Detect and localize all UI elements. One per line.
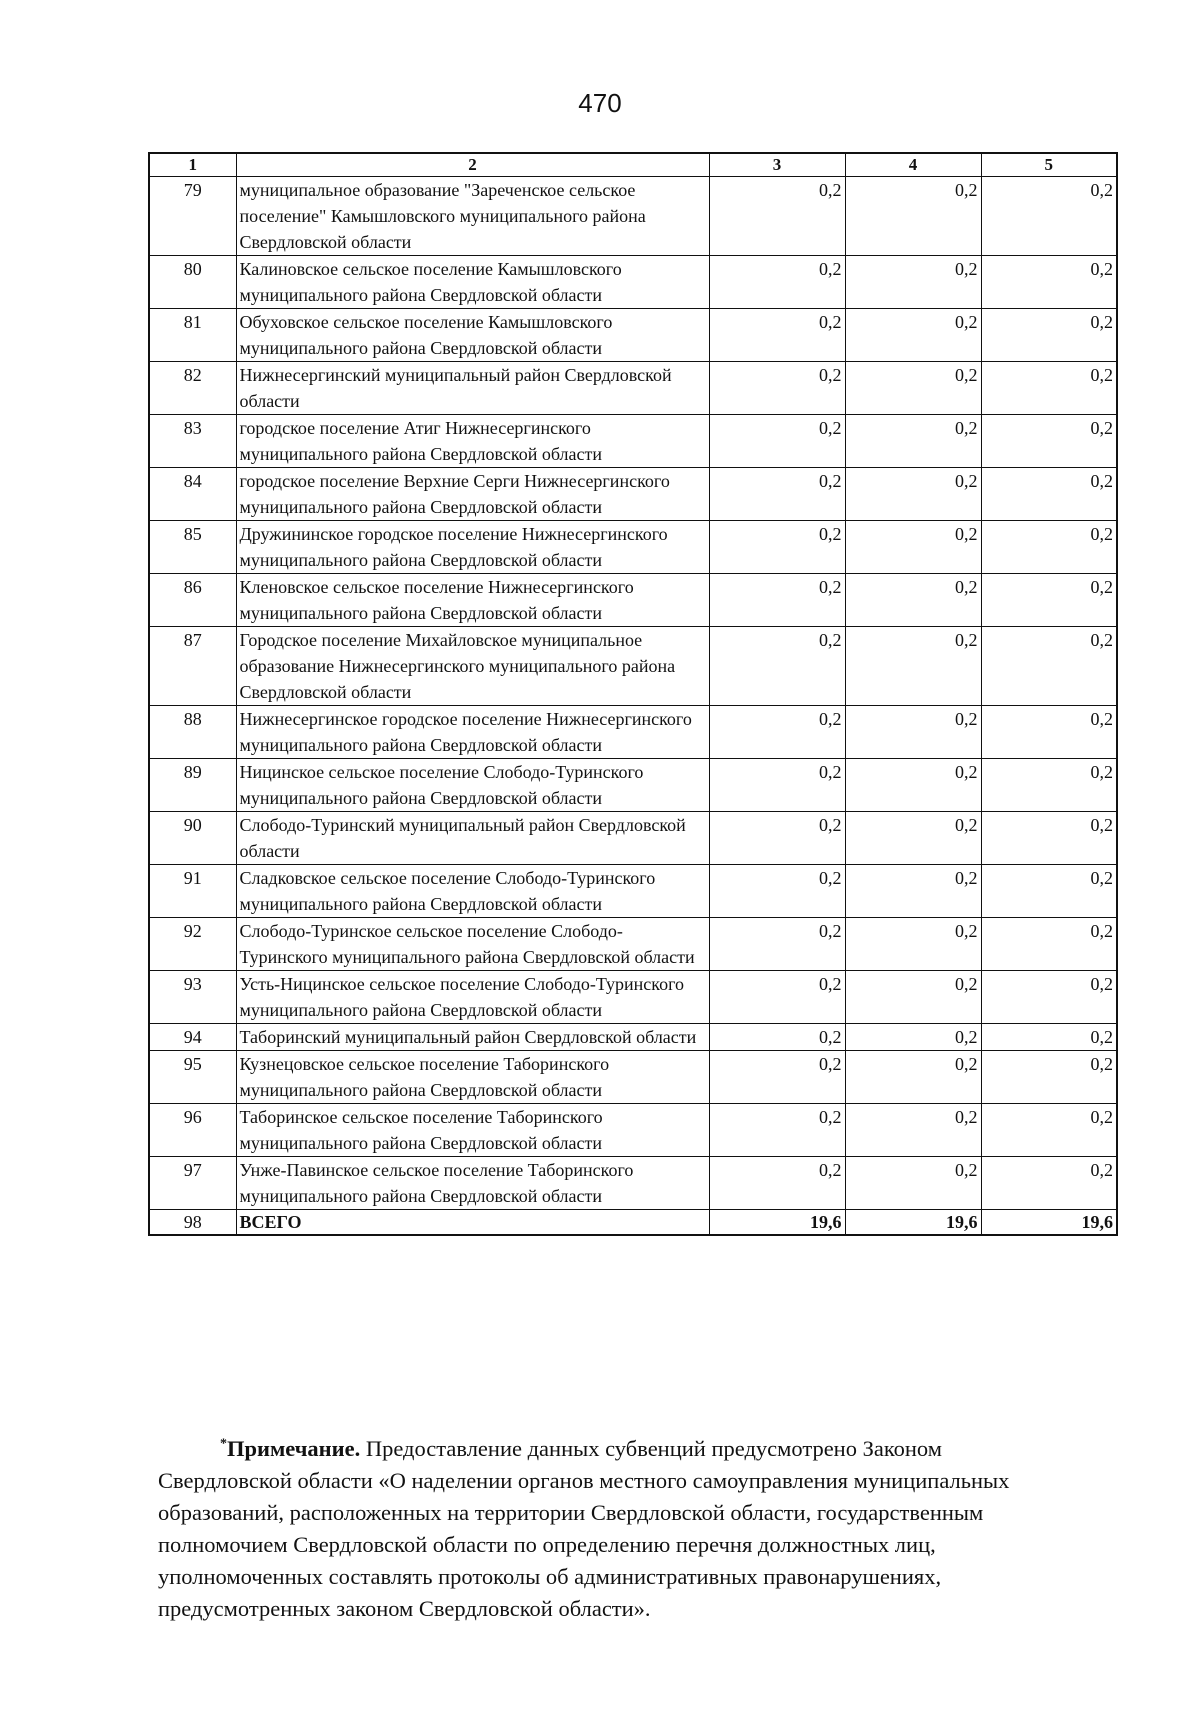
table-row <box>149 574 1117 627</box>
row-value-col5: 0,2 <box>981 574 1117 627</box>
table-row <box>149 1157 1117 1210</box>
row-number: 96 <box>149 1104 236 1157</box>
row-value-col4: 0,2 <box>845 362 981 415</box>
row-value-col4: 0,2 <box>845 865 981 918</box>
row-value-col5: 0,2 <box>981 256 1117 309</box>
row-value-col4: 0,2 <box>845 309 981 362</box>
row-value-col4: 0,2 <box>845 1051 981 1104</box>
row-municipality-name: Обуховское сельское поселение Камышловского муниципального района Свердловской области <box>236 309 709 362</box>
table-header-row <box>149 153 1117 177</box>
row-value-col3: 0,2 <box>709 521 845 574</box>
footnote-asterisk: * <box>220 1436 227 1452</box>
column-header-2: 2 <box>236 153 709 177</box>
row-municipality-name: Нижнесергинский муниципальный район Свердловской области <box>236 362 709 415</box>
row-number: 81 <box>149 309 236 362</box>
total-row-label: ВСЕГО <box>236 1210 709 1236</box>
row-municipality-name: Таборинское сельское поселение Таборинского муниципального района Свердловской области <box>236 1104 709 1157</box>
table-row <box>149 521 1117 574</box>
row-number: 83 <box>149 415 236 468</box>
row-number: 82 <box>149 362 236 415</box>
footnote-text-first: Предоставление данных субвенций предусмотрено Законом <box>360 1436 942 1461</box>
page-number: 470 <box>578 88 622 118</box>
row-number: 79 <box>149 177 236 256</box>
row-value-col5: 0,2 <box>981 1051 1117 1104</box>
row-value-col4: 0,2 <box>845 256 981 309</box>
row-value-col4: 0,2 <box>845 1157 981 1210</box>
row-municipality-name: Сладковское сельское поселение Слободо-Туринского муниципального района Свердловской области <box>236 865 709 918</box>
row-value-col4: 0,2 <box>845 1104 981 1157</box>
row-value-col3: 0,2 <box>709 309 845 362</box>
row-value-col3: 0,2 <box>709 918 845 971</box>
table-row <box>149 177 1117 256</box>
row-number: 95 <box>149 1051 236 1104</box>
row-value-col3: 0,2 <box>709 362 845 415</box>
table-row <box>149 309 1117 362</box>
column-header-3: 3 <box>709 153 845 177</box>
row-municipality-name: Калиновское сельское поселение Камышловского муниципального района Свердловской области <box>236 256 709 309</box>
row-value-col5: 0,2 <box>981 177 1117 256</box>
row-value-col4: 0,2 <box>845 468 981 521</box>
column-header-1: 1 <box>149 153 236 177</box>
table-row <box>149 1104 1117 1157</box>
row-municipality-name: Кузнецовское сельское поселение Таборинского муниципального района Свердловской области <box>236 1051 709 1104</box>
row-municipality-name: Городское поселение Михайловское муниципальное образование Нижнесергинского муниципального района Свердловской области <box>236 627 709 706</box>
row-value-col4: 0,2 <box>845 812 981 865</box>
row-value-col5: 0,2 <box>981 1157 1117 1210</box>
row-number: 86 <box>149 574 236 627</box>
row-value-col3: 0,2 <box>709 759 845 812</box>
row-value-col5: 0,2 <box>981 1104 1117 1157</box>
row-value-col3: 0,2 <box>709 1024 845 1051</box>
table-row <box>149 812 1117 865</box>
row-number: 89 <box>149 759 236 812</box>
row-value-col4: 0,2 <box>845 521 981 574</box>
column-header-5: 5 <box>981 153 1117 177</box>
row-value-col5: 0,2 <box>981 362 1117 415</box>
row-value-col3: 0,2 <box>709 971 845 1024</box>
row-value-col4: 0,2 <box>845 177 981 256</box>
row-number: 97 <box>149 1157 236 1210</box>
row-value-col5: 0,2 <box>981 309 1117 362</box>
table-row <box>149 627 1117 706</box>
total-row <box>149 1210 1117 1236</box>
row-municipality-name: Ницинское сельское поселение Слободо-Туринского муниципального района Свердловской области <box>236 759 709 812</box>
row-municipality-name: Усть-Ницинское сельское поселение Слободо-Туринского муниципального района Свердловской области <box>236 971 709 1024</box>
table-row <box>149 256 1117 309</box>
row-municipality-name: городское поселение Атиг Нижнесергинского муниципального района Свердловской области <box>236 415 709 468</box>
row-municipality-name: Унже-Павинское сельское поселение Таборинского муниципального района Свердловской области <box>236 1157 709 1210</box>
table-row <box>149 706 1117 759</box>
row-value-col3: 0,2 <box>709 574 845 627</box>
row-value-col5: 0,2 <box>981 865 1117 918</box>
row-number: 94 <box>149 1024 236 1051</box>
row-value-col3: 0,2 <box>709 415 845 468</box>
row-value-col3: 0,2 <box>709 1104 845 1157</box>
row-municipality-name: Дружининское городское поселение Нижнесергинского муниципального района Свердловской области <box>236 521 709 574</box>
row-value-col4: 0,2 <box>845 574 981 627</box>
row-value-col3: 0,2 <box>709 812 845 865</box>
total-value-col3: 19,6 <box>709 1210 845 1236</box>
row-value-col5: 0,2 <box>981 759 1117 812</box>
subvention-table <box>148 152 1118 1236</box>
footnote <box>158 1433 1078 1625</box>
row-value-col3: 0,2 <box>709 865 845 918</box>
row-value-col3: 0,2 <box>709 177 845 256</box>
total-value-col4: 19,6 <box>845 1210 981 1236</box>
row-municipality-name: городское поселение Верхние Серги Нижнесергинского муниципального района Свердловской области <box>236 468 709 521</box>
row-value-col4: 0,2 <box>845 627 981 706</box>
footnote-label: Примечание. <box>227 1436 361 1461</box>
row-number: 90 <box>149 812 236 865</box>
table-row <box>149 759 1117 812</box>
row-value-col4: 0,2 <box>845 1024 981 1051</box>
row-number: 92 <box>149 918 236 971</box>
row-number: 93 <box>149 971 236 1024</box>
table-row <box>149 1051 1117 1104</box>
row-value-col4: 0,2 <box>845 971 981 1024</box>
footnote-first-line <box>158 1433 1078 1465</box>
row-value-col5: 0,2 <box>981 706 1117 759</box>
row-value-col5: 0,2 <box>981 521 1117 574</box>
row-value-col3: 0,2 <box>709 1157 845 1210</box>
row-municipality-name: муниципальное образование "Зареченское сельское поселение" Камышловского муниципального района Свердловской области <box>236 177 709 256</box>
table-row <box>149 415 1117 468</box>
total-row-number: 98 <box>149 1210 236 1236</box>
total-value-col5: 19,6 <box>981 1210 1117 1236</box>
row-value-col5: 0,2 <box>981 1024 1117 1051</box>
row-municipality-name: Таборинский муниципальный район Свердловской области <box>236 1024 709 1051</box>
row-value-col3: 0,2 <box>709 627 845 706</box>
table-row <box>149 1024 1117 1051</box>
row-value-col4: 0,2 <box>845 415 981 468</box>
column-header-4: 4 <box>845 153 981 177</box>
row-value-col5: 0,2 <box>981 468 1117 521</box>
row-value-col4: 0,2 <box>845 759 981 812</box>
row-value-col5: 0,2 <box>981 971 1117 1024</box>
table-row <box>149 362 1117 415</box>
row-municipality-name: Кленовское сельское поселение Нижнесергинского муниципального района Свердловской области <box>236 574 709 627</box>
table-row <box>149 865 1117 918</box>
table-row <box>149 918 1117 971</box>
row-value-col3: 0,2 <box>709 256 845 309</box>
row-value-col5: 0,2 <box>981 918 1117 971</box>
row-value-col3: 0,2 <box>709 468 845 521</box>
row-number: 91 <box>149 865 236 918</box>
row-value-col5: 0,2 <box>981 627 1117 706</box>
row-number: 85 <box>149 521 236 574</box>
table-row <box>149 468 1117 521</box>
row-municipality-name: Слободо-Туринский муниципальный район Свердловской области <box>236 812 709 865</box>
row-number: 84 <box>149 468 236 521</box>
row-value-col3: 0,2 <box>709 706 845 759</box>
row-value-col4: 0,2 <box>845 706 981 759</box>
row-value-col4: 0,2 <box>845 918 981 971</box>
row-municipality-name: Слободо-Туринское сельское поселение Слободо-Туринского муниципального района Свердловской области <box>236 918 709 971</box>
row-value-col5: 0,2 <box>981 415 1117 468</box>
table-row <box>149 971 1117 1024</box>
row-number: 88 <box>149 706 236 759</box>
row-municipality-name: Нижнесергинское городское поселение Нижнесергинского муниципального района Свердловской области <box>236 706 709 759</box>
row-number: 87 <box>149 627 236 706</box>
row-number: 80 <box>149 256 236 309</box>
row-value-col3: 0,2 <box>709 1051 845 1104</box>
row-value-col5: 0,2 <box>981 812 1117 865</box>
footnote-text-rest: Свердловской области «О наделении органов местного самоуправления муниципальных образований, расположенных на территории Свердловской области, государственным полномочием Свердловской области по определению перечня должностных лиц, уполномоченных составлять протоколы об административных правонарушениях, предусмотренных законом Свердловской области». <box>158 1468 1010 1621</box>
